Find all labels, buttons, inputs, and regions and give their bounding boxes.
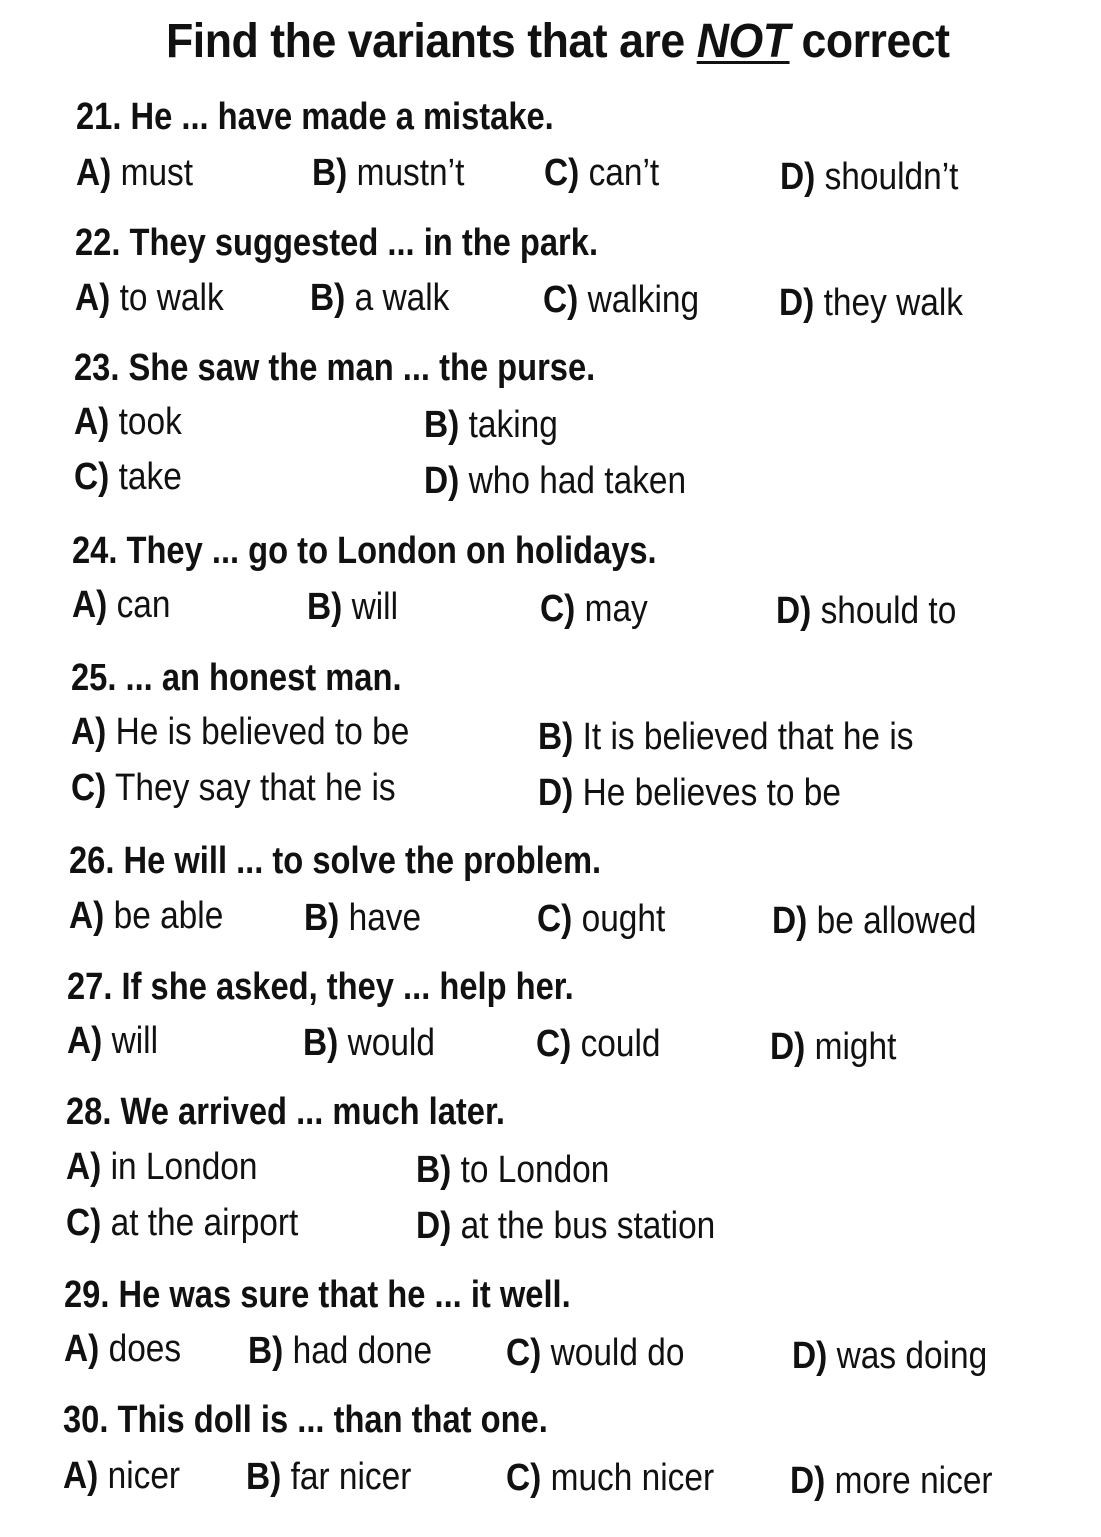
option-d[interactable] [780,155,958,199]
option-letter: C) [543,279,579,321]
title-text-start: Find the variants that are [166,15,697,68]
option-b[interactable] [304,896,421,940]
option-text: they walk [823,282,963,324]
option-c[interactable] [74,455,182,499]
option-a[interactable] [75,276,224,320]
option-letter: B) [304,897,340,939]
option-letter: C) [540,588,576,630]
option-d[interactable] [776,589,956,633]
option-letter: B) [248,1330,284,1372]
option-text: a walk [354,277,450,319]
option-text: may [584,588,648,630]
option-letter: C) [66,1202,102,1244]
worksheet-title [166,14,1003,70]
option-text: He is believed to be [115,711,410,753]
question-stem: 29. He was sure that he ... it well. [64,1274,571,1316]
option-b[interactable] [248,1329,432,1373]
option-text: walking [587,279,700,321]
option-d[interactable] [790,1459,993,1503]
option-text: far nicer [290,1456,412,1498]
option-a[interactable] [76,151,193,195]
option-text: have [348,897,422,939]
option-letter: C) [506,1332,542,1374]
option-d[interactable] [779,281,963,325]
option-a[interactable] [63,1454,180,1498]
option-text: to walk [119,277,224,319]
option-b[interactable] [246,1455,411,1499]
option-letter: D) [780,156,816,198]
option-letter: B) [312,152,348,194]
option-letter: D) [416,1205,452,1247]
option-text: would [347,1022,435,1064]
option-letter: A) [72,584,108,626]
option-letter: C) [74,456,110,498]
option-text: can’t [588,152,660,194]
question-stem: 26. He will ... to solve the problem. [69,840,602,882]
option-d[interactable] [772,899,976,943]
option-letter: C) [537,898,573,940]
option-c[interactable] [544,151,659,195]
option-text: take [118,456,182,498]
option-letter: B) [307,586,343,628]
option-b[interactable] [310,276,449,320]
option-d[interactable] [416,1204,715,1248]
option-letter: C) [536,1023,572,1065]
option-letter: D) [424,460,460,502]
question-stem: 21. He ... have made a mistake. [76,96,554,138]
option-text: can [116,584,171,626]
option-b[interactable] [424,403,558,447]
option-text: more nicer [834,1460,993,1502]
option-text: He believes to be [582,772,841,814]
option-text: could [580,1023,661,1065]
option-text: was doing [836,1335,988,1377]
option-letter: A) [74,401,110,443]
option-a[interactable] [72,583,171,627]
option-text: to London [460,1149,610,1191]
option-a[interactable] [69,894,223,938]
option-b[interactable] [312,151,464,195]
question-stem: 24. They ... go to London on holidays. [72,530,657,572]
option-letter: B) [246,1456,282,1498]
question-stem: 25. ... an honest man. [71,657,402,699]
option-letter: B) [310,277,346,319]
option-text: It is believed that he is [582,716,914,758]
option-text: must [120,152,194,194]
option-a[interactable] [71,710,409,754]
option-text: will [351,586,399,628]
option-letter: C) [71,767,107,809]
option-d[interactable] [538,771,841,815]
option-letter: A) [69,895,105,937]
option-letter: C) [544,152,580,194]
option-text: should to [820,590,957,632]
option-c[interactable] [506,1331,684,1375]
option-letter: B) [416,1149,452,1191]
option-text: taking [468,404,558,446]
option-a[interactable] [74,400,182,444]
option-d[interactable] [770,1025,896,1069]
option-text: be allowed [816,900,977,942]
option-a[interactable] [64,1327,181,1371]
option-text: who had taken [468,460,687,502]
option-b[interactable] [307,585,398,629]
option-letter: D) [790,1460,826,1502]
option-text: be able [113,895,224,937]
option-c[interactable] [536,1022,661,1066]
option-c[interactable] [66,1201,298,1245]
option-text: would do [550,1332,685,1374]
option-a[interactable] [66,1145,257,1189]
option-text: at the bus station [460,1205,716,1247]
option-text: might [814,1026,897,1068]
option-b[interactable] [538,715,913,759]
question-stem: 27. If she asked, they ... help her. [67,966,574,1008]
option-text: They say that he is [114,767,396,809]
option-d[interactable] [792,1334,987,1378]
option-letter: A) [63,1455,99,1497]
option-text: at the airport [110,1202,299,1244]
option-c[interactable] [71,766,396,810]
title-text-end: correct [789,15,950,68]
question-stem: 22. They suggested ... in the park. [75,222,599,264]
option-letter: D) [792,1335,828,1377]
title-emphasis: NOT [696,15,790,68]
option-c[interactable] [543,278,699,322]
option-a[interactable] [67,1019,158,1063]
option-text: nicer [107,1455,181,1497]
option-letter: A) [66,1146,102,1188]
option-text: will [111,1020,159,1062]
option-c[interactable] [540,587,648,631]
option-letter: D) [770,1026,806,1068]
option-letter: C) [506,1457,542,1499]
option-letter: B) [303,1022,339,1064]
option-letter: A) [67,1020,103,1062]
option-text: had done [292,1330,433,1372]
option-letter: D) [779,282,815,324]
option-letter: D) [772,900,808,942]
option-b[interactable] [416,1148,609,1192]
option-text: does [108,1328,182,1370]
option-text: took [118,401,182,443]
option-letter: D) [538,772,574,814]
option-c[interactable] [506,1456,714,1500]
option-text: shouldn’t [824,156,959,198]
option-letter: A) [71,711,107,753]
option-d[interactable] [424,459,686,503]
option-letter: B) [538,716,574,758]
option-letter: B) [424,404,460,446]
option-letter: A) [75,277,111,319]
option-text: in London [110,1146,258,1188]
option-letter: A) [64,1328,100,1370]
question-stem: 30. This doll is ... than that one. [63,1399,548,1441]
option-b[interactable] [303,1021,435,1065]
question-stem: 28. We arrived ... much later. [66,1091,505,1133]
option-letter: A) [76,152,112,194]
option-text: much nicer [550,1457,715,1499]
option-text: ought [581,898,666,940]
option-c[interactable] [537,897,665,941]
question-stem: 23. She saw the man ... the purse. [74,347,596,389]
option-text: mustn’t [356,152,465,194]
option-letter: D) [776,590,812,632]
